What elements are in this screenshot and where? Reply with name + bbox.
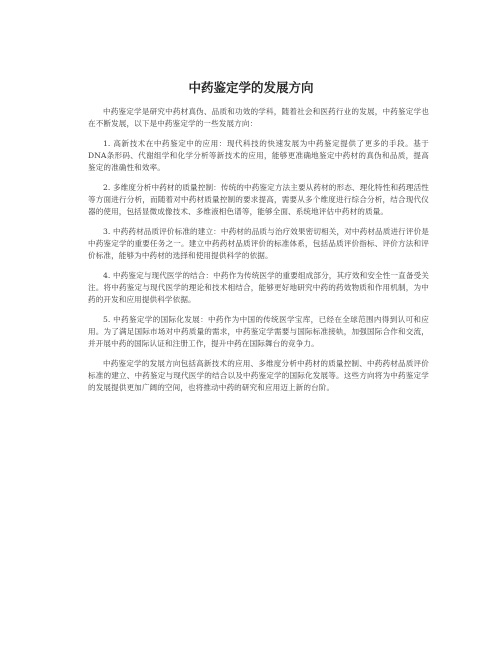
intro-paragraph: 中药鉴定学是研究中药材真伪、品质和功效的学科，随着社会和医药行业的发展，中药鉴定学也在不断发展，以下是中药鉴定学的一些发展方向： — [88, 107, 429, 128]
paragraph-point-3: 3. 中药药材品质评价标准的建立：中药材的品质与治疗效果密切相关，对中药材品质进行评价是中药鉴定学的重要任务之一。建立中药药材品质评价的标准体系，包括品质评价指标、评价方法和评价标准，能够为中药材的选择和使用提供科学的依据。 — [88, 227, 429, 260]
document-title: 中药鉴定学的发展方向 — [188, 80, 314, 95]
paragraph-point-1: 1. 高新技术在中药鉴定中的应用：现代科技的快速发展为中药鉴定提供了更多的手段。基于DNA条形码、代谢组学和化学分析等新技术的应用，能够更准确地鉴定中药材的真伪和品质，提高鉴定的准确性和效率。 — [88, 139, 429, 172]
paragraph-point-5: 5. 中药鉴定学的国际化发展：中药作为中国的传统医学宝库，已经在全球范围内得到认可和应用。为了满足国际市场对中药质量的需求，中药鉴定学需要与国际标准接轨，加强国际合作和交流，并开展中药的国际认证和注册工作，提升中药在国际舞台的竞争力。 — [88, 315, 429, 348]
paragraph-point-2: 2. 多维度分析中药材的质量控制：传统的中药鉴定方法主要从药材的形态、理化特性和药理活性等方面进行分析，而随着对中药材质量控制的要求提高，需要从多个维度进行综合分析，结合现代仪器的使用，包括显微成像技术、多维液相色谱等，能够全面、系统地评估中药材的质量。 — [88, 183, 429, 216]
document-body — [88, 106, 429, 402]
paragraph-point-4: 4. 中药鉴定与现代医学的结合：中药作为传统医学的重要组成部分，其疗效和安全性一直备受关注。将中药鉴定与现代医学的理论和技术相结合，能够更好地研究中药的药效物质和作用机制，为中药的开发和应用提供科学依据。 — [88, 271, 429, 304]
conclusion-paragraph: 中药鉴定学的发展方向包括高新技术的应用、多维度分析中药材的质量控制、中药药材品质评价标准的建立、中药鉴定与现代医学的结合以及中药鉴定学的国际化发展等。这些方向将为中药鉴定学的发展提供更加广阔的空间，也将推动中药的研究和应用迈上新的台阶。 — [88, 359, 429, 392]
